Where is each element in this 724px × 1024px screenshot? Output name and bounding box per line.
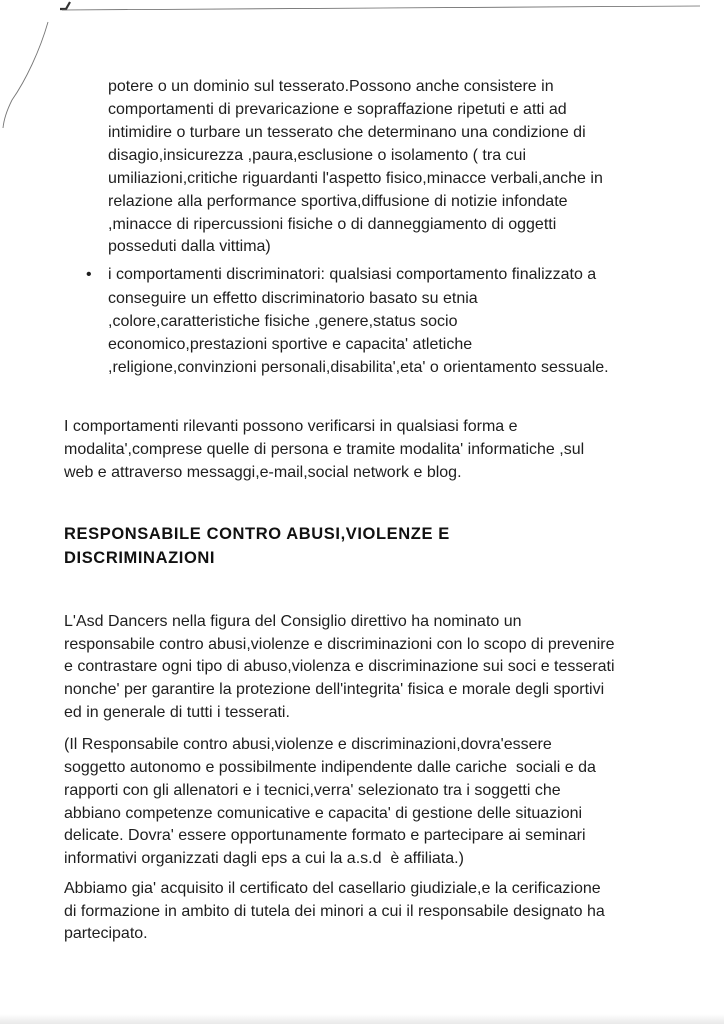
bullet-marker: • <box>86 266 92 283</box>
text-line: economico,prestazioni sportive e capacita' atletiche <box>108 336 473 353</box>
heading-line: RESPONSABILE CONTRO ABUSI,VIOLENZE E <box>64 525 450 543</box>
heading-line: DISCRIMINAZIONI <box>64 549 216 567</box>
text-line: umiliazioni,critiche riguardanti l'aspetto fisico,minacce verbali,anche in <box>108 170 603 187</box>
text-line: posseduti dalla vittima) <box>108 238 271 255</box>
text-line: nonche' per garantire la protezione dell'integrita' fisica e morale degli sportivi <box>64 681 605 698</box>
text-line: ed in generale di tutti i tesserati. <box>64 704 290 721</box>
text-line: delicate. Dovra' essere opportunamente formato e partecipare ai seminari <box>64 827 586 844</box>
text-line: Abbiamo gia' acquisito il certificato del casellario giudiziale,e la cerificazione <box>64 880 601 897</box>
text-line: e contrastare ogni tipo di abuso,violenza e discriminazione sui soci e tesserati <box>64 658 615 675</box>
text-line: web e attraverso messaggi,e-mail,social network e blog. <box>64 464 462 481</box>
text-line: di formazione in ambito di tutela dei minori a cui il responsabile designato ha <box>64 903 605 920</box>
text-line: partecipato. <box>64 925 148 942</box>
text-line: ,religione,convinzioni personali,disabilita',eta' o orientamento sessuale. <box>108 359 609 376</box>
text-line: comportamenti di prevaricazione e sopraffazione ripetuti e atti ad <box>108 101 567 118</box>
text-line: intimidire o turbare un tesserato che determinano una condizione di <box>108 124 586 141</box>
text-line: I comportamenti rilevanti possono verificarsi in qualsiasi forma e <box>64 418 518 435</box>
text-line: abbiano competenze comunicative e capacita' di gestione delle situazioni <box>64 805 583 822</box>
text-line: informativi organizzati dagli eps a cui la a.s.d è affiliata.) <box>64 850 464 867</box>
text-line: ,colore,caratteristiche fisiche ,genere,status socio <box>108 313 458 330</box>
text-line: potere o un dominio sul tesserato.Possono anche consistere in <box>108 78 554 95</box>
text-line: disagio,insicurezza ,paura,esclusione o isolamento ( tra cui <box>108 147 526 164</box>
text-line: ,minacce di ripercussioni fisiche o di danneggiamento di oggetti <box>108 216 557 233</box>
text-line: soggetto autonomo e possibilmente indipendente dalle cariche sociali e da <box>64 759 596 776</box>
text-line: i comportamenti discriminatori: qualsiasi comportamento finalizzato a <box>108 266 597 283</box>
text-line: L'Asd Dancers nella figura del Consiglio direttivo ha nominato un <box>64 613 522 630</box>
text-line: (Il Responsabile contro abusi,violenze e discriminazioni,dovra'essere <box>64 736 552 753</box>
text-line: modalita',comprese quelle di persona e tramite modalita' informatiche ,sul <box>64 441 585 458</box>
text-line: conseguire un effetto discriminatorio basato su etnia <box>108 290 478 307</box>
text-line: responsabile contro abusi,violenze e discriminazioni con lo scopo di prevenire <box>64 636 615 653</box>
text-line: relazione alla performance sportiva,diffusione di notizie infondate <box>108 193 568 210</box>
scan-bottom-edge <box>0 1014 724 1024</box>
text-line: rapporti con gli allenatori e i tecnici,verra' selezionato tra i soggetti che <box>64 782 561 799</box>
